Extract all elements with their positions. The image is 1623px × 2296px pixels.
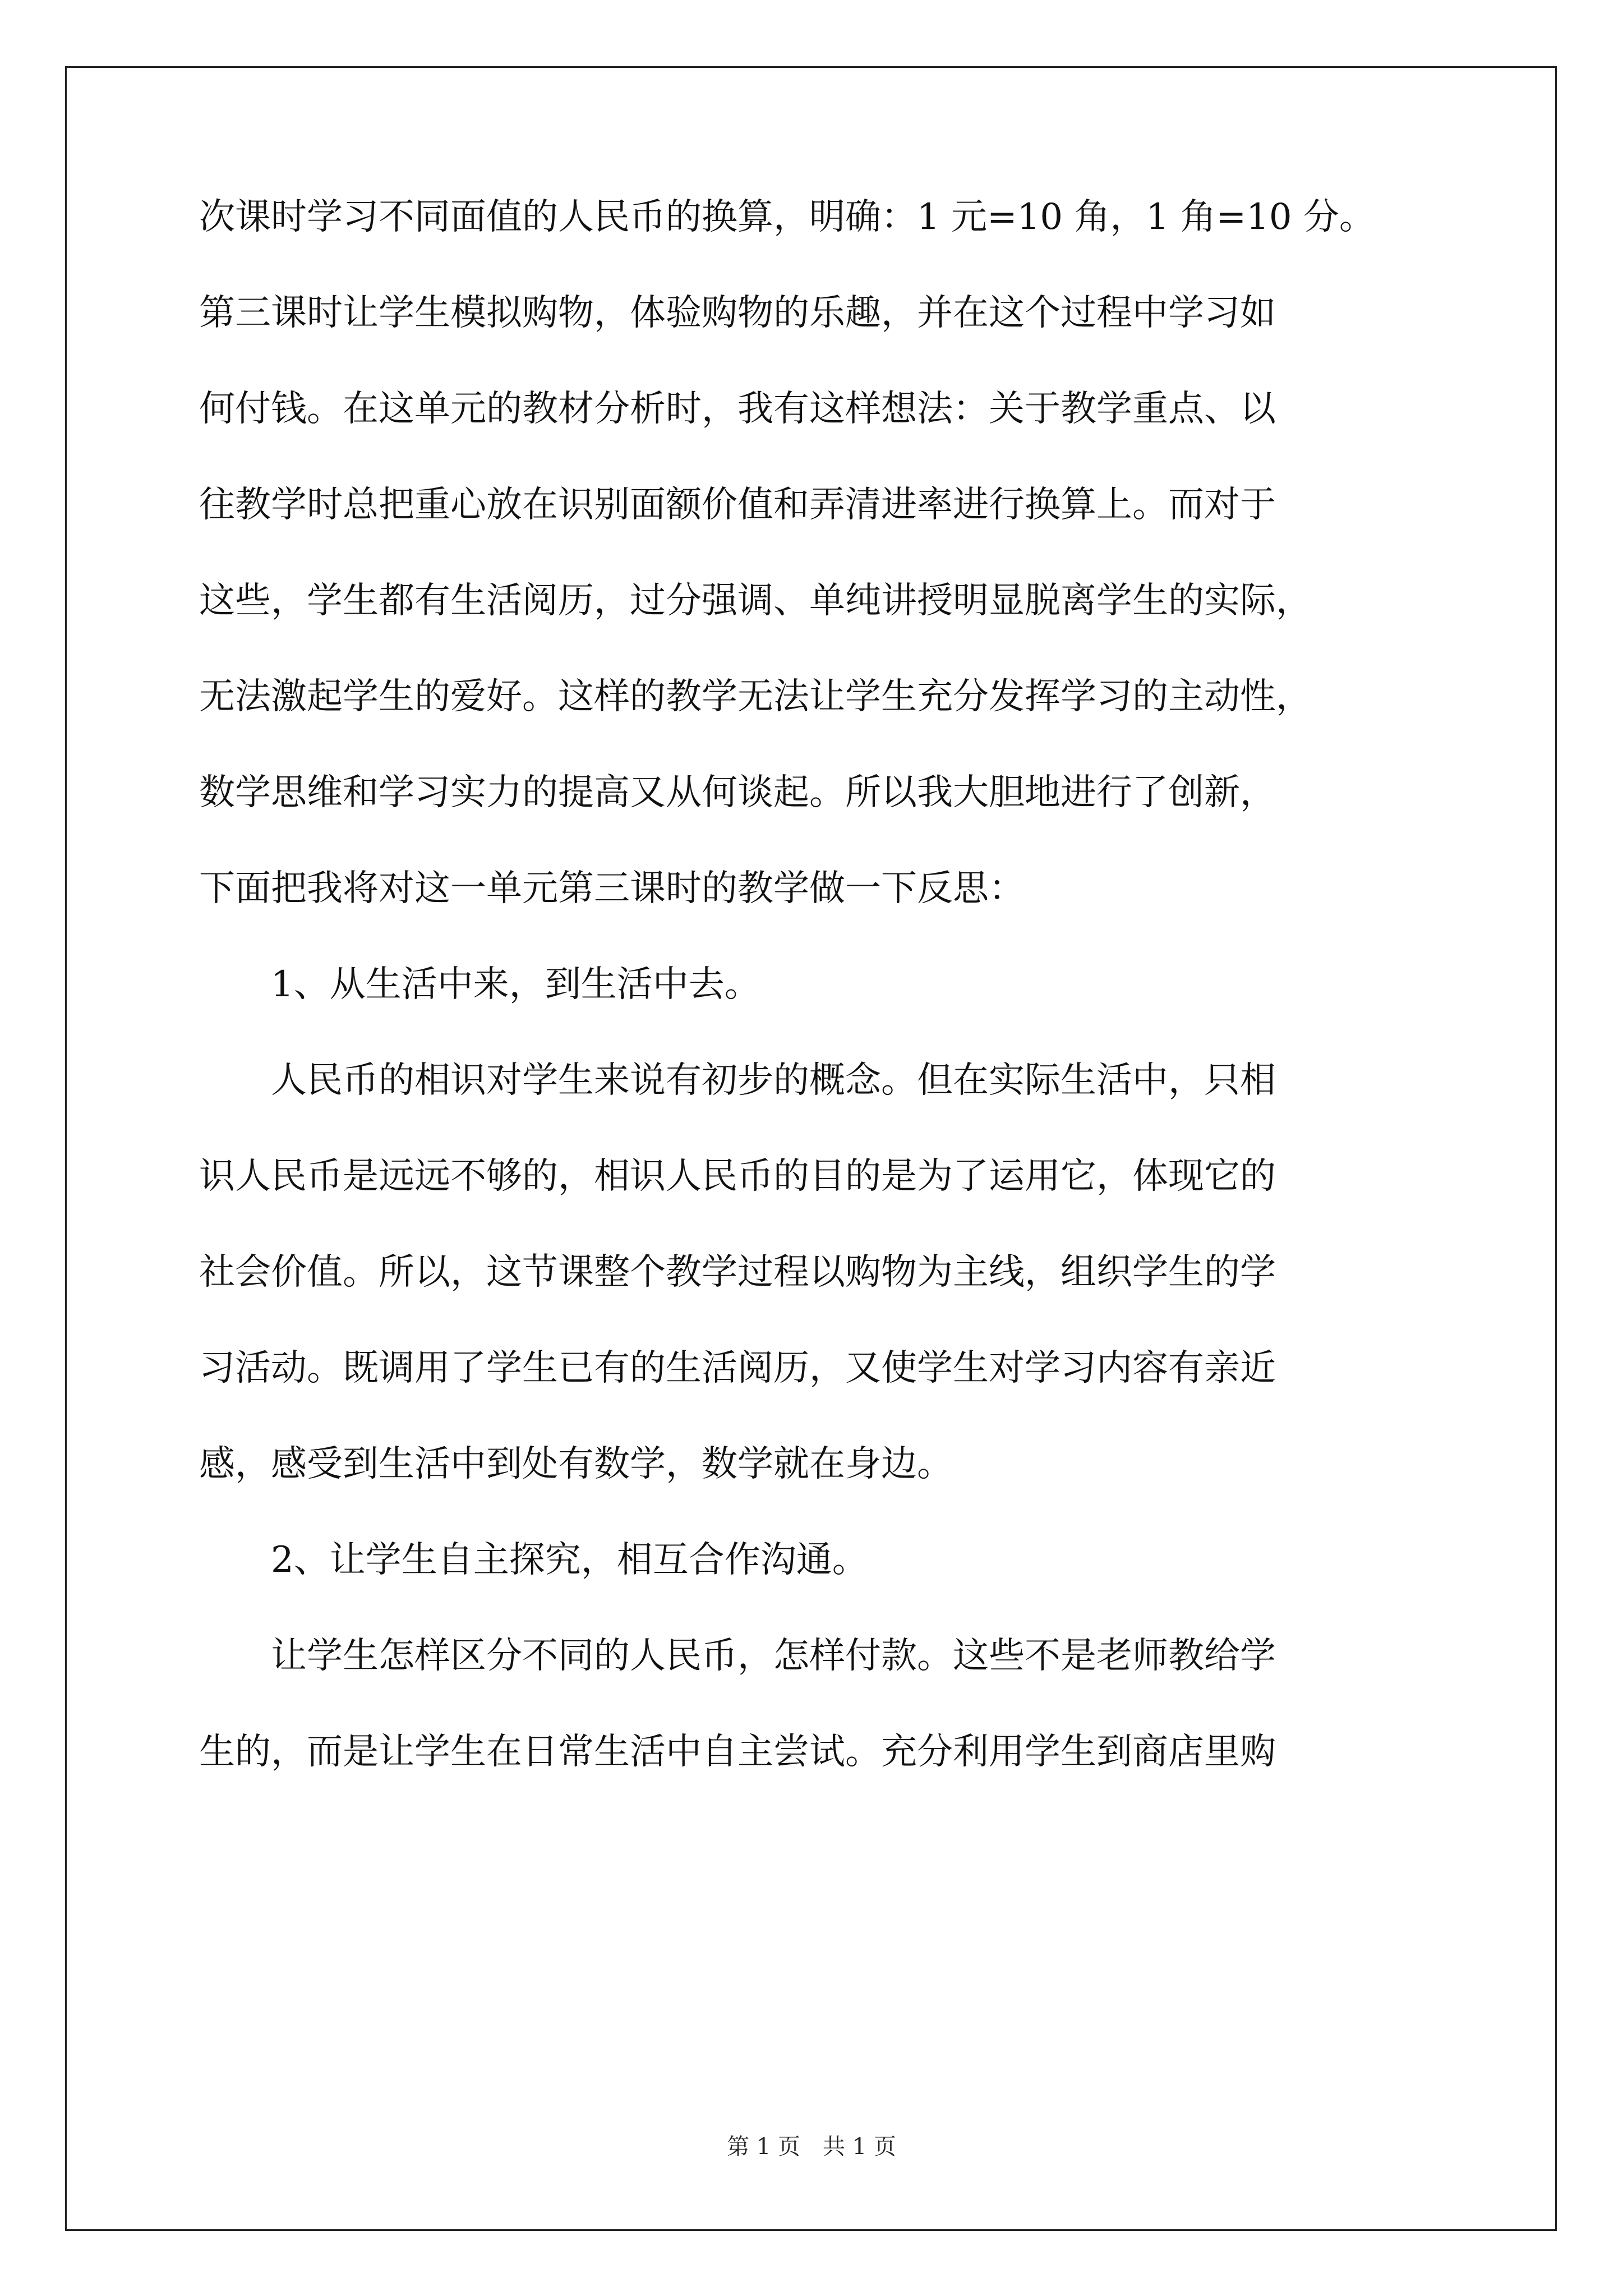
text-line: 何付钱。在这单元的教材分析时，我有这样想法：关于教学重点、以 (199, 388, 1276, 430)
text-line: 社会价值。所以，这节课整个教学过程以购物为主线，组织学生的学 (199, 1251, 1276, 1293)
text-line: 识人民币是远远不够的，相识人民币的目的是为了运用它，体现它的 (199, 1156, 1276, 1197)
text-line: 这些，学生都有生活阅历，过分强调、单纯讲授明显脱离学生的实际， (199, 580, 1312, 622)
text-line: 让学生怎样区分不同的人民币，怎样付款。这些不是老师教给学 (271, 1635, 1276, 1677)
text-line: 无法激起学生的爱好。这样的教学无法让学生充分发挥学习的主动性， (199, 676, 1312, 717)
document-body (199, 196, 1455, 1773)
page-footer: 第 1 页 共 1 页 (727, 2134, 896, 2160)
text-line: 第三课时让学生模拟购物，体验购物的乐趣，并在这个过程中学习如 (199, 292, 1276, 334)
text-line: 下面把我将对这一单元第三课时的教学做一下反思： (199, 868, 1025, 909)
text-line: 往教学时总把重心放在识别面额价值和弄清进率进行换算上。而对于 (199, 484, 1276, 526)
text-line: 生的，而是让学生在日常生活中自主尝试。充分利用学生到商店里购 (199, 1731, 1276, 1773)
text-line: 次课时学习不同面值的人民币的换算，明确：1 元=10 角，1 角=10 分。 (199, 196, 1375, 238)
text-line: 感，感受到生活中到处有数学，数学就在身边。 (199, 1443, 953, 1485)
text-line: 习活动。既调用了学生已有的生活阅历，又使学生对学习内容有亲近 (199, 1347, 1276, 1389)
text-line: 人民币的相识对学生来说有初步的概念。但在实际生活中，只相 (271, 1060, 1276, 1101)
text-line: 1、从生活中来，到生活中去。 (271, 964, 760, 1005)
text-line: 2、让学生自主探究，相互合作沟通。 (271, 1539, 868, 1581)
text-line: 数学思维和学习实力的提高又从何谈起。所以我大胆地进行了创新， (199, 772, 1276, 813)
